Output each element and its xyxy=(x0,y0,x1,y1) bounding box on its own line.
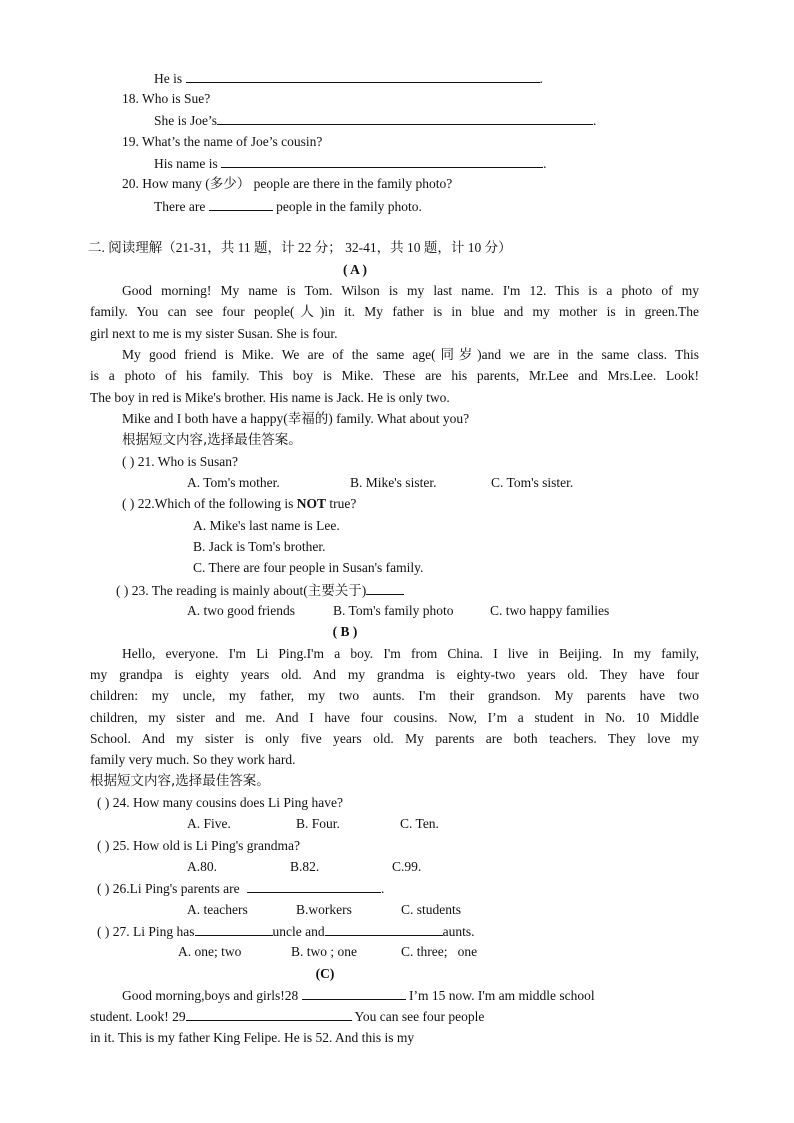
option-b[interactable]: B. two ; one xyxy=(291,944,357,959)
passage-a-line: Good morning! My name is Tom. Wilson is my last name. I'm 12. This is a photo of my xyxy=(122,283,699,298)
option-b[interactable]: B. Four. xyxy=(296,816,340,831)
section-title: 二. 阅读理解（21-31，共 11 题，计 22 分； 32-41，共 10 题，计 10 分） xyxy=(88,240,512,255)
passage-c-line: in it. This is my father King Felipe. He is 52. And this is my xyxy=(90,1030,415,1045)
option-c[interactable]: C. two happy families xyxy=(490,603,610,618)
question-19: 19. What’s the name of Joe’s cousin? xyxy=(122,134,323,149)
option-a[interactable]: A. one; two xyxy=(178,944,242,959)
passage-b-line: Hello, everyone. I'm Li Ping.I'm a boy. I'm from China. I live in Beijing. In my family, xyxy=(122,646,699,661)
passage-a-line: The boy in red is Mike's brother. His name is Jack. He is only two. xyxy=(90,390,450,405)
answer-blank[interactable] xyxy=(195,923,273,936)
answer-line-19: His name is . xyxy=(154,156,547,171)
question-27: ( ) 27. Li Ping has uncle and aunts. xyxy=(97,924,475,939)
option-b[interactable]: B. Mike's sister. xyxy=(350,475,437,490)
option-b[interactable]: B.workers xyxy=(296,902,352,917)
option-a[interactable]: A. Five. xyxy=(187,816,231,831)
passage-c-label: (C) xyxy=(315,966,335,981)
answer-blank[interactable] xyxy=(209,198,273,211)
instruction: 根据短文内容,选择最佳答案。 xyxy=(90,773,270,789)
question-26: ( ) 26.Li Ping's parents are . xyxy=(97,881,385,896)
passage-a-line: girl next to me is my sister Susan. She is four. xyxy=(90,326,338,341)
answer-blank[interactable] xyxy=(186,70,540,83)
question-24: ( ) 24. How many cousins does Li Ping have? xyxy=(97,795,343,810)
option-a[interactable]: A. two good friends xyxy=(187,603,295,618)
option-a[interactable]: A. teachers xyxy=(187,902,248,917)
passage-b-line: my grandpa is eighty years old. And my grandma is eighty-two years old. They have four xyxy=(90,667,699,682)
passage-b-line: School. And my sister is only five years old. My parents are both teachers. They love my xyxy=(90,731,699,746)
question-18: 18. Who is Sue? xyxy=(122,91,211,106)
option-b[interactable]: B.82. xyxy=(290,859,320,874)
instruction: 根据短文内容,选择最佳答案。 xyxy=(122,432,302,448)
question-21: ( ) 21. Who is Susan? xyxy=(122,454,238,469)
option-c[interactable]: C. Ten. xyxy=(400,816,439,831)
option-b[interactable]: B. Tom's family photo xyxy=(333,603,454,618)
option-c[interactable]: C.99. xyxy=(392,859,422,874)
option-c[interactable]: C. three; one xyxy=(401,944,478,959)
answer-blank[interactable] xyxy=(325,923,443,936)
question-23: ( ) 23. The reading is mainly about(主要关于) xyxy=(116,582,404,599)
passage-a-line: My good friend is Mike. We are of the same age(同岁)and we are in the same class. This xyxy=(122,347,699,362)
passage-b-line: family very much. So they work hard. xyxy=(90,752,296,767)
answer-blank[interactable] xyxy=(366,582,404,595)
question-22: ( ) 22.Which of the following is NOT true? xyxy=(122,496,357,511)
passage-c-line: student. Look! 29 You can see four people xyxy=(90,1009,485,1024)
passage-c-line: Good morning,boys and girls!28 I’m 15 now. I'm am middle school xyxy=(122,988,595,1003)
answer-blank-29[interactable] xyxy=(186,1008,352,1021)
passage-a-label: ( A ) xyxy=(342,262,367,277)
option-a[interactable]: A. Tom's mother. xyxy=(187,475,280,490)
passage-b-line: children, my sister and me. And I have four cousins. Now, I’m a student in No. 10 Middle xyxy=(90,710,699,725)
answer-line-20: There are people in the family photo. xyxy=(154,199,422,214)
option-b[interactable]: B. Jack is Tom's brother. xyxy=(193,539,326,554)
option-c[interactable]: C. There are four people in Susan's family. xyxy=(193,560,424,575)
option-a[interactable]: A.80. xyxy=(187,859,217,874)
option-c[interactable]: C. students xyxy=(401,902,462,917)
answer-line-17: He is . xyxy=(154,71,543,86)
question-20: 20. How many (多少） people are there in the family photo? xyxy=(122,176,453,191)
answer-blank[interactable] xyxy=(247,880,381,893)
passage-b-label: ( B ) xyxy=(332,624,358,639)
answer-line-18: She is Joe’s . xyxy=(154,113,597,128)
passage-a-line: Mike and I both have a happy(幸福的) family. What about you? xyxy=(122,411,470,426)
answer-blank-28[interactable] xyxy=(302,987,406,1000)
question-25: ( ) 25. How old is Li Ping's grandma? xyxy=(97,838,301,853)
answer-blank[interactable] xyxy=(221,155,543,168)
answer-blank[interactable] xyxy=(217,112,593,125)
passage-a-line: family. You can see four people(人)in it. My father is in blue and my mother is in green.The xyxy=(90,304,699,319)
passage-a-line: is a photo of his family. This boy is Mike. These are his parents, Mr.Lee and Mrs.Lee. Look! xyxy=(90,368,699,383)
option-c[interactable]: C. Tom's sister. xyxy=(491,475,574,490)
passage-b-line: children: my uncle, my father, my two aunts. I'm their grandson. My parents have two xyxy=(90,688,699,703)
option-a[interactable]: A. Mike's last name is Lee. xyxy=(193,518,340,533)
